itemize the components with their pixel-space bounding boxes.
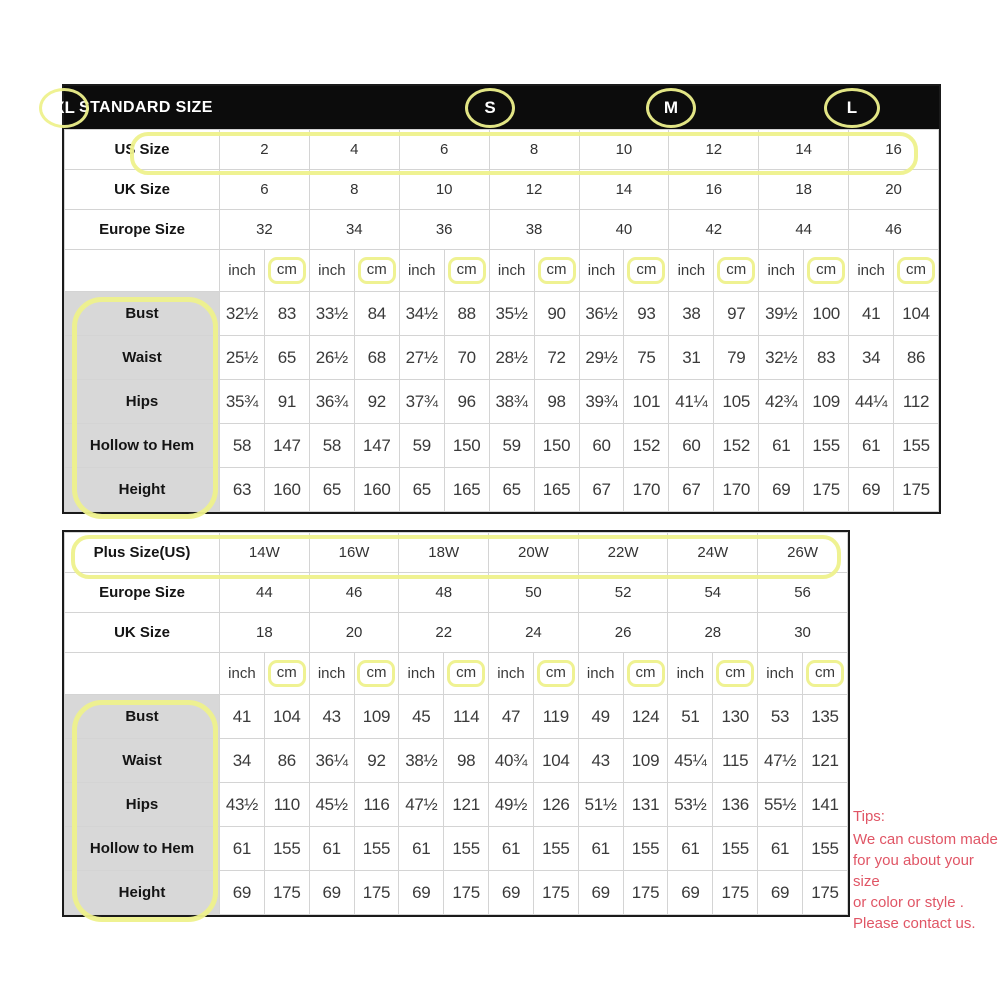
inch-unit-cell: inch: [668, 653, 713, 695]
measure-value-cell: 43: [578, 739, 623, 783]
measure-value-cell: 69: [758, 871, 803, 915]
size-value-cell: 20W: [489, 533, 579, 573]
cm-unit-cell: [534, 250, 579, 292]
cm-highlight-box: cm: [358, 257, 396, 284]
measure-value-cell: 61: [849, 424, 894, 468]
measure-value-cell: 65: [309, 468, 354, 512]
cm-unit-cell: [804, 250, 849, 292]
measure-value-cell: 141: [802, 783, 847, 827]
measure-value-cell: 33½: [309, 292, 354, 336]
measure-value-cell: 109: [623, 739, 668, 783]
cm-unit-cell: [354, 653, 399, 695]
size-value-cell: 30: [758, 613, 848, 653]
measure-value-cell: 49½: [489, 783, 534, 827]
measure-value-cell: 61: [489, 827, 534, 871]
measure-value-cell: 31: [669, 336, 714, 380]
size-badge-m: M: [646, 88, 696, 128]
measure-value-cell: 116: [354, 783, 399, 827]
inch-unit-cell: inch: [849, 250, 894, 292]
measure-value-cell: 91: [264, 380, 309, 424]
size-value-cell: 32: [220, 210, 310, 250]
measure-value-cell: 155: [713, 827, 758, 871]
measure-value-cell: 100: [804, 292, 849, 336]
measure-value-cell: 49: [578, 695, 623, 739]
unit-row-label: [65, 250, 220, 292]
measure-value-cell: 69: [309, 871, 354, 915]
size-value-cell: 24W: [668, 533, 758, 573]
measure-value-cell: 160: [264, 468, 309, 512]
measure-value-cell: 130: [713, 695, 758, 739]
measure-value-cell: 147: [354, 424, 399, 468]
measure-value-cell: 115: [713, 739, 758, 783]
inch-unit-cell: inch: [309, 653, 354, 695]
measure-value-cell: 136: [713, 783, 758, 827]
inch-unit-cell: inch: [309, 250, 354, 292]
inch-unit-cell: inch: [489, 250, 534, 292]
measure-value-cell: 97: [714, 292, 759, 336]
size-badge-l: L: [824, 88, 880, 128]
measure-value-cell: 53½: [668, 783, 713, 827]
standard-size-grid: [64, 129, 939, 512]
measure-value-cell: 121: [802, 739, 847, 783]
measure-value-cell: 34: [849, 336, 894, 380]
size-value-cell: 42: [669, 210, 759, 250]
measure-value-cell: 83: [264, 292, 309, 336]
row-label: UK Size: [65, 170, 220, 210]
measure-value-cell: 67: [579, 468, 624, 512]
measure-value-cell: 175: [894, 468, 939, 512]
measure-value-cell: 26½: [309, 336, 354, 380]
measure-row: [65, 468, 939, 512]
measure-row-label: Bust: [65, 695, 220, 739]
measure-value-cell: 175: [533, 871, 578, 915]
row-label: Europe Size: [65, 573, 220, 613]
measure-value-cell: 37¾: [399, 380, 444, 424]
measure-row-label: Hips: [65, 783, 220, 827]
measure-value-cell: 60: [669, 424, 714, 468]
measure-value-cell: 92: [354, 380, 399, 424]
size-value-cell: 54: [668, 573, 758, 613]
measure-value-cell: 170: [714, 468, 759, 512]
cm-highlight-box: cm: [717, 257, 755, 284]
measure-value-cell: 92: [354, 739, 399, 783]
size-value-cell: 18: [220, 613, 310, 653]
measure-value-cell: 83: [804, 336, 849, 380]
size-value-cell: 12: [489, 170, 579, 210]
measure-value-cell: 155: [802, 827, 847, 871]
size-value-cell: 16: [849, 130, 939, 170]
measure-value-cell: 155: [264, 827, 309, 871]
cm-unit-cell: [264, 250, 309, 292]
inch-unit-cell: inch: [399, 250, 444, 292]
measure-value-cell: 131: [623, 783, 668, 827]
measure-value-cell: 175: [802, 871, 847, 915]
tips-line: We can custom made: [853, 831, 998, 848]
measure-value-cell: 175: [354, 871, 399, 915]
measure-value-cell: 69: [578, 871, 623, 915]
measure-value-cell: 36¼: [309, 739, 354, 783]
tips-line: for you about your size: [853, 852, 974, 890]
size-value-cell: 16: [669, 170, 759, 210]
size-value-cell: 44: [220, 573, 310, 613]
measure-value-cell: 55½: [758, 783, 803, 827]
measure-value-cell: 160: [354, 468, 399, 512]
measure-row-label: Height: [65, 871, 220, 915]
cm-highlight-box: cm: [268, 660, 306, 687]
measure-value-cell: 36½: [579, 292, 624, 336]
size-value-cell: 46: [849, 210, 939, 250]
measure-value-cell: 79: [714, 336, 759, 380]
inch-unit-cell: inch: [399, 653, 444, 695]
measure-row: [65, 827, 848, 871]
cm-unit-cell: [714, 250, 759, 292]
cm-unit-cell: [444, 250, 489, 292]
size-value-cell: 20: [309, 613, 399, 653]
size-value-cell: 44: [759, 210, 849, 250]
measure-row: [65, 783, 848, 827]
measure-value-cell: 61: [759, 424, 804, 468]
measure-value-cell: 43½: [220, 783, 265, 827]
measure-value-cell: 126: [533, 783, 578, 827]
measure-value-cell: 68: [354, 336, 399, 380]
measure-value-cell: 135: [802, 695, 847, 739]
measure-row-label: Hollow to Hem: [65, 827, 220, 871]
measure-value-cell: 69: [220, 871, 265, 915]
measure-value-cell: 93: [624, 292, 669, 336]
measure-row: [65, 871, 848, 915]
size-row: [65, 130, 939, 170]
measure-value-cell: 104: [894, 292, 939, 336]
measure-value-cell: 155: [804, 424, 849, 468]
measure-value-cell: 61: [220, 827, 265, 871]
measure-value-cell: 69: [849, 468, 894, 512]
measure-value-cell: 29½: [579, 336, 624, 380]
inch-unit-cell: inch: [489, 653, 534, 695]
measure-value-cell: 175: [264, 871, 309, 915]
measure-value-cell: 112: [894, 380, 939, 424]
cm-highlight-box: cm: [537, 660, 575, 687]
size-value-cell: 34: [309, 210, 399, 250]
measure-value-cell: 150: [534, 424, 579, 468]
size-value-cell: 56: [758, 573, 848, 613]
size-value-cell: 14W: [220, 533, 310, 573]
measure-row-label: Bust: [65, 292, 220, 336]
plus-size-table: [62, 530, 850, 917]
cm-unit-cell: [264, 653, 309, 695]
measure-value-cell: 101: [624, 380, 669, 424]
measure-value-cell: 114: [444, 695, 489, 739]
measure-value-cell: 165: [534, 468, 579, 512]
unit-row: [65, 250, 939, 292]
tips-line: Please contact us.: [853, 915, 976, 932]
cm-unit-cell: [533, 653, 578, 695]
measure-row: [65, 739, 848, 783]
row-label: UK Size: [65, 613, 220, 653]
measure-value-cell: 63: [220, 468, 265, 512]
cm-highlight-box: cm: [806, 660, 844, 687]
size-value-cell: 8: [309, 170, 399, 210]
measure-value-cell: 58: [309, 424, 354, 468]
measure-value-cell: 98: [444, 739, 489, 783]
measure-value-cell: 109: [804, 380, 849, 424]
measure-value-cell: 36¾: [309, 380, 354, 424]
size-value-cell: 46: [309, 573, 399, 613]
measure-value-cell: 152: [714, 424, 759, 468]
cm-unit-cell: [624, 250, 669, 292]
measure-value-cell: 119: [533, 695, 578, 739]
standard-size-table: [53, 84, 941, 514]
size-value-cell: 40: [579, 210, 669, 250]
size-value-cell: 26: [578, 613, 668, 653]
cm-highlight-box: cm: [357, 660, 395, 687]
size-value-cell: 26W: [758, 533, 848, 573]
measure-value-cell: 124: [623, 695, 668, 739]
measure-value-cell: 41: [849, 292, 894, 336]
measure-value-cell: 147: [264, 424, 309, 468]
measure-value-cell: 110: [264, 783, 309, 827]
cm-highlight-box: cm: [627, 257, 665, 284]
measure-value-cell: 38¾: [489, 380, 534, 424]
unit-row: [65, 653, 848, 695]
measure-value-cell: 69: [759, 468, 804, 512]
measure-value-cell: 69: [399, 871, 444, 915]
cm-highlight-box: cm: [897, 257, 935, 284]
measure-value-cell: 61: [668, 827, 713, 871]
measure-row-label: Waist: [65, 739, 220, 783]
cm-highlight-box: cm: [448, 257, 486, 284]
measure-value-cell: 41: [220, 695, 265, 739]
size-value-cell: 22: [399, 613, 489, 653]
measure-value-cell: 35¾: [220, 380, 265, 424]
measure-value-cell: 42¾: [759, 380, 804, 424]
measure-value-cell: 39¾: [579, 380, 624, 424]
measure-value-cell: 155: [354, 827, 399, 871]
measure-value-cell: 53: [758, 695, 803, 739]
inch-unit-cell: inch: [579, 250, 624, 292]
measure-value-cell: 60: [579, 424, 624, 468]
size-value-cell: 10: [579, 130, 669, 170]
inch-unit-cell: inch: [758, 653, 803, 695]
measure-value-cell: 59: [489, 424, 534, 468]
cm-unit-cell: [354, 250, 399, 292]
plus-size-grid: [64, 532, 848, 915]
measure-value-cell: 155: [623, 827, 668, 871]
measure-value-cell: 152: [624, 424, 669, 468]
measure-value-cell: 170: [624, 468, 669, 512]
size-row: [65, 613, 848, 653]
measure-value-cell: 45½: [309, 783, 354, 827]
measure-value-cell: 45¼: [668, 739, 713, 783]
measure-value-cell: 75: [624, 336, 669, 380]
measure-value-cell: 35½: [489, 292, 534, 336]
cm-unit-cell: [713, 653, 758, 695]
measure-value-cell: 69: [668, 871, 713, 915]
inch-unit-cell: inch: [669, 250, 714, 292]
size-value-cell: 48: [399, 573, 489, 613]
measure-value-cell: 90: [534, 292, 579, 336]
measure-value-cell: 61: [309, 827, 354, 871]
unit-row-label: [65, 653, 220, 695]
measure-value-cell: 155: [444, 827, 489, 871]
measure-value-cell: 40¾: [489, 739, 534, 783]
size-value-cell: 38: [489, 210, 579, 250]
cm-highlight-box: cm: [716, 660, 754, 687]
measure-value-cell: 44¼: [849, 380, 894, 424]
measure-value-cell: 45: [399, 695, 444, 739]
measure-row: [65, 292, 939, 336]
measure-value-cell: 39½: [759, 292, 804, 336]
cm-unit-cell: [894, 250, 939, 292]
size-value-cell: 12: [669, 130, 759, 170]
measure-value-cell: 47½: [399, 783, 444, 827]
size-value-cell: 18: [759, 170, 849, 210]
measure-value-cell: 47: [489, 695, 534, 739]
measure-row: [65, 695, 848, 739]
measure-value-cell: 38: [669, 292, 714, 336]
measure-value-cell: 58: [220, 424, 265, 468]
measure-value-cell: 25½: [220, 336, 265, 380]
measure-value-cell: 175: [623, 871, 668, 915]
inch-unit-cell: inch: [578, 653, 623, 695]
size-value-cell: 10: [399, 170, 489, 210]
measure-value-cell: 72: [534, 336, 579, 380]
measure-row: [65, 380, 939, 424]
measure-row: [65, 336, 939, 380]
measure-value-cell: 65: [489, 468, 534, 512]
standard-size-header: [53, 86, 939, 129]
measure-value-cell: 32½: [759, 336, 804, 380]
measure-row-label: Waist: [65, 336, 220, 380]
measure-value-cell: 32½: [220, 292, 265, 336]
size-row: [65, 573, 848, 613]
measure-value-cell: 70: [444, 336, 489, 380]
measure-value-cell: 69: [489, 871, 534, 915]
size-value-cell: 22W: [578, 533, 668, 573]
measure-value-cell: 34½: [399, 292, 444, 336]
standard-size-title: STANDARD SIZE: [79, 98, 213, 116]
row-label: Plus Size(US): [65, 533, 220, 573]
size-value-cell: 52: [578, 573, 668, 613]
measure-value-cell: 34: [220, 739, 265, 783]
measure-value-cell: 84: [354, 292, 399, 336]
measure-row-label: Height: [65, 468, 220, 512]
size-row: [65, 170, 939, 210]
measure-value-cell: 61: [399, 827, 444, 871]
cm-highlight-box: cm: [807, 257, 845, 284]
measure-value-cell: 98: [534, 380, 579, 424]
measure-value-cell: 59: [399, 424, 444, 468]
measure-value-cell: 175: [444, 871, 489, 915]
measure-value-cell: 155: [894, 424, 939, 468]
measure-value-cell: 61: [758, 827, 803, 871]
measure-value-cell: 104: [264, 695, 309, 739]
cm-highlight-box: cm: [538, 257, 576, 284]
size-badge-xl: XL: [39, 88, 89, 128]
cm-highlight-box: cm: [268, 257, 306, 284]
measure-row-label: Hollow to Hem: [65, 424, 220, 468]
size-value-cell: 50: [489, 573, 579, 613]
cm-highlight-box: cm: [447, 660, 485, 687]
cm-highlight-box: cm: [627, 660, 665, 687]
cm-unit-cell: [444, 653, 489, 695]
cm-unit-cell: [802, 653, 847, 695]
measure-value-cell: 38½: [399, 739, 444, 783]
measure-value-cell: 104: [533, 739, 578, 783]
inch-unit-cell: inch: [759, 250, 804, 292]
measure-value-cell: 165: [444, 468, 489, 512]
row-label: Europe Size: [65, 210, 220, 250]
measure-value-cell: 47½: [758, 739, 803, 783]
row-label: US Size: [65, 130, 220, 170]
size-value-cell: 6: [220, 170, 310, 210]
cm-unit-cell: [623, 653, 668, 695]
custom-made-tips: [853, 806, 1000, 934]
measure-value-cell: 61: [578, 827, 623, 871]
measure-value-cell: 65: [399, 468, 444, 512]
size-value-cell: 24: [489, 613, 579, 653]
size-value-cell: 36: [399, 210, 489, 250]
measure-value-cell: 155: [533, 827, 578, 871]
tips-title: Tips:: [853, 808, 885, 825]
size-value-cell: 8: [489, 130, 579, 170]
size-value-cell: 18W: [399, 533, 489, 573]
size-value-cell: 14: [759, 130, 849, 170]
measure-value-cell: 175: [804, 468, 849, 512]
measure-value-cell: 43: [309, 695, 354, 739]
measure-value-cell: 65: [264, 336, 309, 380]
size-value-cell: 28: [668, 613, 758, 653]
measure-row-label: Hips: [65, 380, 220, 424]
tips-line: or color or style .: [853, 894, 964, 911]
measure-row: [65, 424, 939, 468]
measure-value-cell: 51½: [578, 783, 623, 827]
measure-value-cell: 121: [444, 783, 489, 827]
measure-value-cell: 86: [894, 336, 939, 380]
inch-unit-cell: inch: [220, 653, 265, 695]
measure-value-cell: 150: [444, 424, 489, 468]
measure-value-cell: 28½: [489, 336, 534, 380]
measure-value-cell: 27½: [399, 336, 444, 380]
size-value-cell: 4: [309, 130, 399, 170]
measure-value-cell: 175: [713, 871, 758, 915]
measure-value-cell: 109: [354, 695, 399, 739]
measure-value-cell: 51: [668, 695, 713, 739]
inch-unit-cell: inch: [220, 250, 265, 292]
measure-value-cell: 88: [444, 292, 489, 336]
measure-value-cell: 86: [264, 739, 309, 783]
size-badge-s: S: [465, 88, 515, 128]
measure-value-cell: 41¼: [669, 380, 714, 424]
size-row: [65, 533, 848, 573]
size-value-cell: 20: [849, 170, 939, 210]
measure-value-cell: 105: [714, 380, 759, 424]
size-value-cell: 16W: [309, 533, 399, 573]
size-value-cell: 2: [220, 130, 310, 170]
size-value-cell: 14: [579, 170, 669, 210]
size-value-cell: 6: [399, 130, 489, 170]
size-row: [65, 210, 939, 250]
measure-value-cell: 96: [444, 380, 489, 424]
measure-value-cell: 67: [669, 468, 714, 512]
